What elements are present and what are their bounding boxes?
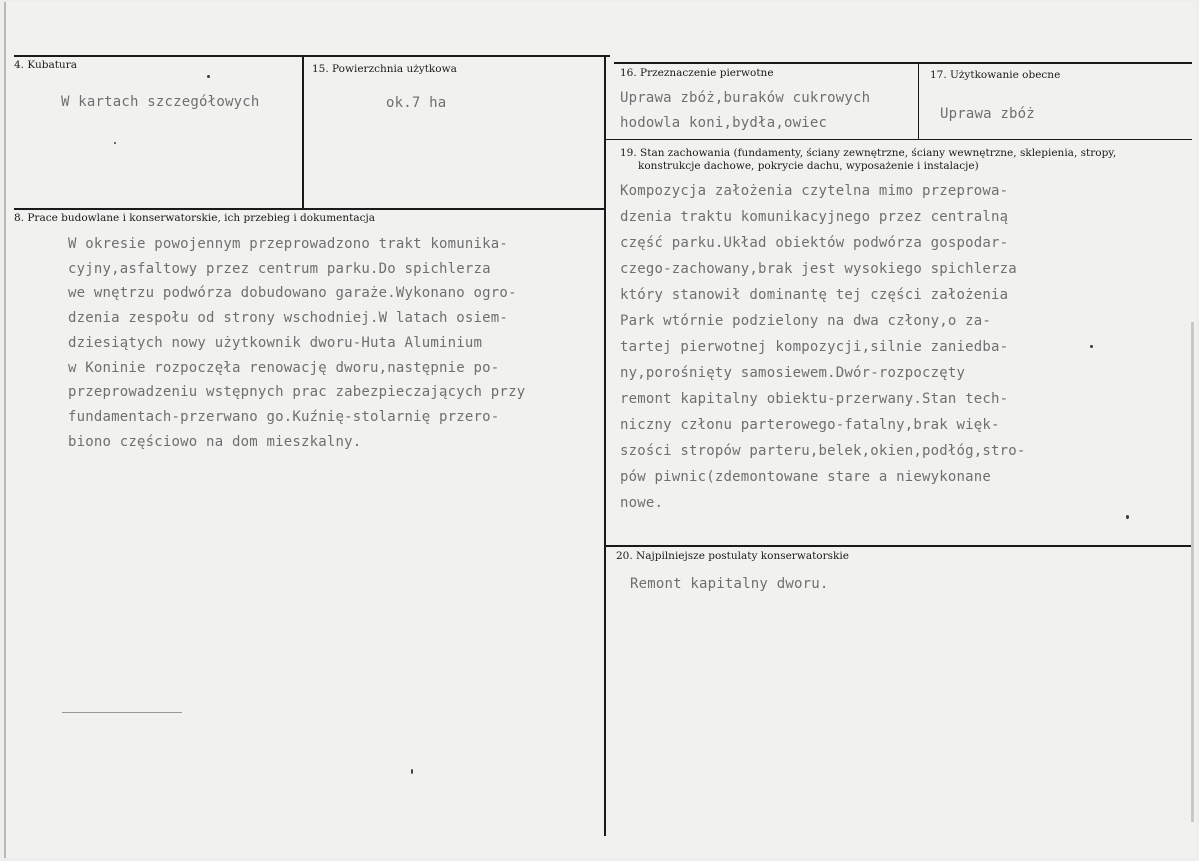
divider-16-17 bbox=[918, 63, 919, 140]
top-border-right bbox=[614, 62, 1192, 64]
scan-speck bbox=[207, 75, 210, 78]
form-sheet bbox=[4, 2, 1196, 858]
field-19-label-line2: konstrukcje dachowe, pokrycie dachu, wyposażenie i instalacje) bbox=[638, 160, 979, 172]
divider-left-right bbox=[604, 56, 606, 836]
scan-speck bbox=[411, 769, 413, 774]
field-19-value: Kompozycja założenia czytelna mimo przeprowa- dzenia traktu komunikacyjnego przez centralną część parku.Układ obiektów podwórza gospodar- czego-zachowany,brak jest wysokiego spichlerza który stanowił dominantę tej części założenia Park wtórnie podzielony na dwa człony,o za- tartej pierwotnej kompozycji,silnie zaniedba- ny,porośnięty samosiewem.Dwór-rozpoczęty remont kapitalny obiektu-przerwany.Stan tech- niczny członu parterowego-fatalny,brak więk- szości stropów parteru,belek,okien,podłóg,stro- pów piwnic(zdemontowane stare a niewykonane nowe. bbox=[620, 183, 1026, 511]
field-15-value: ok.7 ha bbox=[386, 95, 447, 111]
rule-under-16-17 bbox=[605, 139, 1192, 140]
field-20-label: 20. Najpilniejsze postulaty konserwatorskie bbox=[616, 550, 849, 562]
scan-speck bbox=[1191, 322, 1194, 822]
rule-under-19 bbox=[606, 545, 1192, 547]
field-20-value: Remont kapitalny dworu. bbox=[630, 576, 829, 592]
field-8-label: 8. Prace budowlane i konserwatorskie, ich przebieg i dokumentacja bbox=[14, 212, 375, 224]
scan-speck bbox=[62, 712, 182, 713]
field-14-value: W kartach szczegółowych bbox=[61, 94, 260, 110]
top-border-left bbox=[14, 55, 610, 57]
field-17-value: Uprawa zbóż bbox=[940, 106, 1035, 122]
field-14-label: 4. Kubatura bbox=[14, 59, 77, 71]
scan-speck bbox=[1126, 515, 1129, 519]
field-17-label: 17. Użytkowanie obecne bbox=[930, 69, 1061, 81]
divider-14-15 bbox=[302, 56, 304, 208]
scan-speck bbox=[114, 142, 116, 144]
scan-speck bbox=[1090, 345, 1093, 348]
field-15-label: 15. Powierzchnia użytkowa bbox=[312, 63, 457, 75]
rule-under-14-15 bbox=[14, 208, 606, 210]
field-16-value: Uprawa zbóż,buraków cukrowych hodowla koni,bydła,owiec bbox=[620, 90, 871, 131]
field-8-value: W okresie powojennym przeprowadzono trakt komunika- cyjny,asfaltowy przez centrum parku.Do spichlerza we wnętrzu podwórza dobudowano garaże.Wykonano ogro- dzenia zespołu od strony wschodniej.W latach osiem- dziesiątych nowy użytkownik dworu-Huta Aluminium w Koninie rozpoczęła renowację dworu,następnie po- przeprowadzeniu wstępnych prac zabezpieczających przy fundamentach-przerwano go.Kuźnię-stolarnię przero- biono częściowo na dom mieszkalny. bbox=[68, 236, 526, 450]
field-19-label: 19. Stan zachowania (fundamenty, ściany zewnętrzne, ściany wewnętrzne, sklepienia, stropy, bbox=[620, 147, 1117, 159]
field-16-label: 16. Przeznaczenie pierwotne bbox=[620, 67, 774, 79]
